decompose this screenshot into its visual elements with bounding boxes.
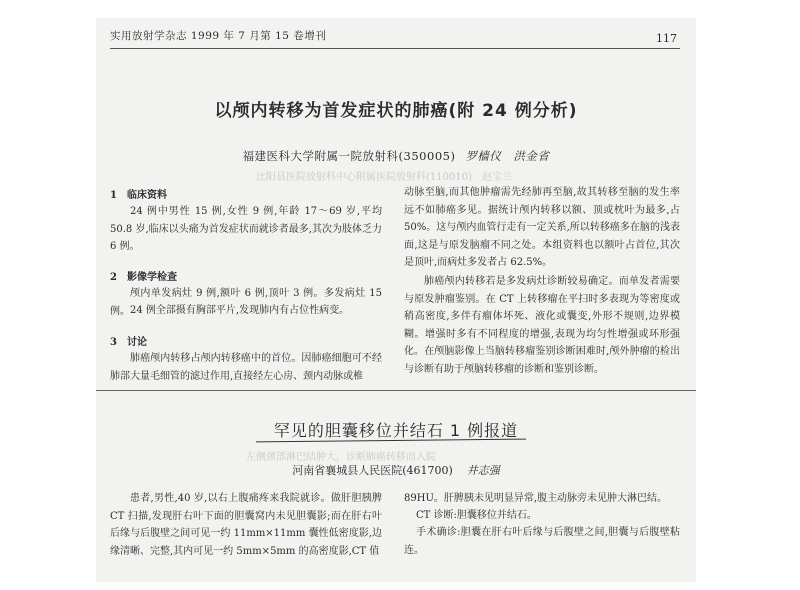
paragraph: 患者,男性,40 岁,以右上腹痛疼来我院就诊。做肝胆胰脾 CT 扫描,发现肝右叶下面的胆囊窝内未见胆囊影;而在肝右叶后缘与后腹壁之间可见一约 11mm×11mm 囊性低密度影,边缘清晰、完整,其内可见一约 5mm×5mm 的高密度影,CT 值 <box>110 493 382 557</box>
section-heading: 2 影像学检查 <box>110 272 177 283</box>
paragraph: 89HU。肝脾胰未见明显异常,腹主动脉旁未见肿大淋巴结。 <box>404 493 668 504</box>
paragraph: 24 例全部摄有胸部平片,发现肺内有占位性病变。 <box>130 305 350 316</box>
bleed-through-text: 比阳县医院放射科中心附属医院放射科(110010) 赵宝兰 <box>256 172 512 183</box>
journal-page <box>96 18 696 582</box>
authors: 井志强 <box>466 464 500 477</box>
article-divider <box>96 390 696 391</box>
article-title: 罕见的胆囊移位并结石 1 例报道 <box>273 421 519 440</box>
header-rule <box>110 48 680 49</box>
bleed-through-text: 左侧颈部淋巴结肿大，诊断肺癌转移而入院 <box>246 452 436 463</box>
paragraph: 颅内单发病灶 9 例,额叶 6 例,顶叶 3 例。多发病灶 15 例。 <box>110 288 382 317</box>
journal-header: 实用放射学杂志 1999 年 7 月第 15 卷增刊 <box>110 30 327 42</box>
affiliation: 福建医科大学附属一院放射科(350005) <box>242 149 456 163</box>
page-number: 117 <box>656 32 677 45</box>
paragraph: 肺癌颅内转移占颅内转移癌中的首位。因肺癌细胞可不经肺部大量毛细管的滤过作用,直接经左心房、颈内动脉或椎 <box>110 353 382 382</box>
article-affiliation-line <box>96 462 696 478</box>
paragraph: 手术确诊:胆囊在肝右叶后缘与后腹壁之间,胆囊与后腹壁粘连。 <box>404 527 680 556</box>
section-heading: 3 讨论 <box>110 337 147 348</box>
paragraph: 24 例中男性 15 例,女性 9 例,年龄 17～69 岁,平均 50.8 岁,临床以头痛为首发症状而就诊者最多,其次为肢体乏力 6 例。 <box>110 206 382 252</box>
affiliation: 河南省襄城县人民医院(461700) <box>292 464 453 477</box>
paragraph: CT 诊断:胆囊移位并结石。 <box>416 510 537 521</box>
section-heading: 1 临床资料 <box>110 190 167 201</box>
article-affiliation-line <box>96 148 696 164</box>
paragraph: 肺癌颅内转移若是多发病灶诊断较易确定。而单发者需要与原发肿瘤鉴别。在 CT 上转移瘤在平扫时多表现为等密度或稍高密度,多伴有瘤体坏死、液化或囊变,外形不规则,边界模糊。增强时多有不同程度的增强,表现为均匀性增强或环形强化。在颅脑影像上当脑转移瘤鉴别诊断困难时,颅外肿瘤的检出与诊断有助于颅脑转移瘤的诊断和鉴别诊断。 <box>404 276 680 375</box>
article-title: 以颅内转移为首发症状的肺癌(附 24 例分析) <box>214 101 578 121</box>
paragraph: 动脉至脑,而其他肿瘤需先经肺再至脑,故其转移至脑的发生率远不如肺癌多见。据统计颅内转移以额、顶或枕叶为最多,占 50%。这与颅内血管行走有一定关系,所以转移癌多在脑的浅表面,这是与原发脑瘤不同之处。本组资料也以额叶占首位,其次是顶叶,而病灶多发者占 62.5%。 <box>404 187 680 268</box>
authors: 罗樯仪 洪金省 <box>465 149 550 163</box>
